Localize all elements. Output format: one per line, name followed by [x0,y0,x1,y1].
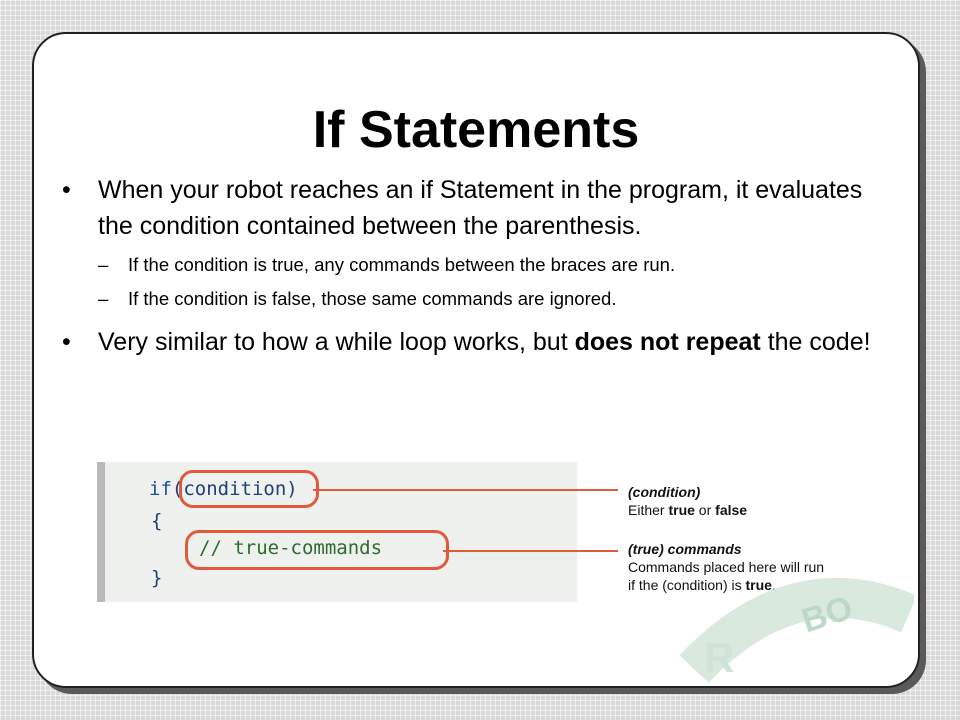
bullet-item [58,324,898,360]
slide [32,32,920,688]
condition-highlight [179,470,319,508]
code-comment: // true-commands [199,537,383,559]
bullet-marker: • [62,176,71,204]
code-line-if: if(condition) [149,478,298,500]
bullet-marker: • [62,328,71,356]
slide-title: If Statements [312,101,640,159]
bullet-item [58,172,898,244]
condition-leader-line [313,489,618,491]
sub-bullet-text: If the condition is false, those same commands are ignored. [128,288,617,309]
code-close-brace: } [151,567,163,589]
commands-highlight [185,530,449,570]
code-example-panel [97,462,577,602]
bullet-text: When your robot reaches an if Statement in the program, it evaluates the condition contained between the parenthesis. [98,176,863,240]
svg-text:BO: BO [797,588,858,641]
bullet-text: Very similar to how a while loop works, but does not repeat the code! [98,328,871,356]
commands-leader-line [443,550,618,552]
code-open-brace: { [151,510,163,532]
sub-bullet-text: If the condition is true, any commands between the braces are run. [128,254,676,275]
sub-bullet-item [58,282,898,316]
robotc-logo-watermark [674,574,914,684]
commands-note: (true) commands Commands placed here will run if the (condition) is true. [628,541,825,593]
sub-bullet-marker: – [98,254,109,275]
condition-note: (condition) Either true or false [628,484,748,518]
svg-text:R: R [704,634,735,681]
sub-bullet-item [58,248,898,282]
sub-bullet-marker: – [98,288,109,309]
bold-emphasis: does not repeat [574,328,761,356]
bullet-list [58,172,898,360]
